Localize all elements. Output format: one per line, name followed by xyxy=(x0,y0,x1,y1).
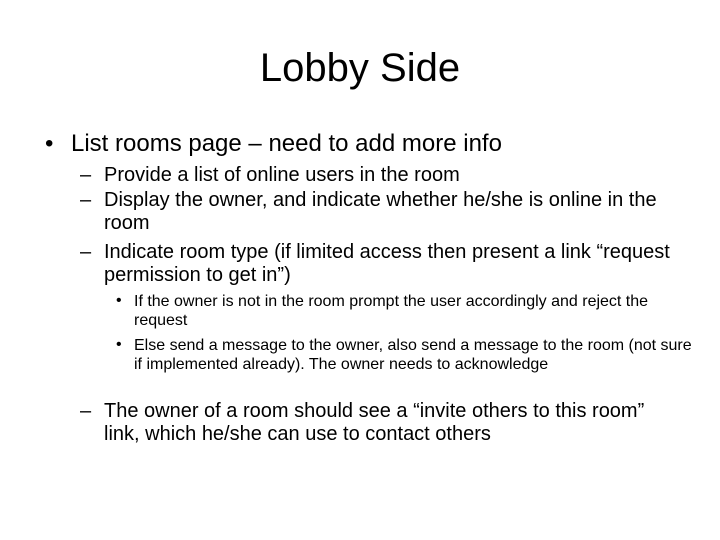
sub-bullet-text: Provide a list of online users in the room xyxy=(104,164,460,186)
slide-title: Lobby Side xyxy=(259,46,461,90)
dash-marker: – xyxy=(80,189,92,211)
sub-bullet-text: Display the owner, and indicate whether he/she is online in the room xyxy=(104,189,657,234)
dash-marker: – xyxy=(80,400,92,422)
sub-sub-bullet-text: If the owner is not in the room prompt the user accordingly and reject the request xyxy=(134,293,649,329)
dash-marker: – xyxy=(80,164,92,186)
sub-sub-bullet-text: Else send a message to the owner, also send a message to the room (not sure if implemented already). The owner needs to acknowledge xyxy=(134,337,692,373)
sub-bullet-text: Indicate room type (if limited access then present a link “request permission to get in”) xyxy=(104,241,670,286)
bullet-marker: • xyxy=(45,130,54,157)
bullet-marker: • xyxy=(116,292,122,309)
bullet-text: List rooms page – need to add more info xyxy=(71,130,502,157)
bullet-marker: • xyxy=(116,336,122,353)
dash-marker: – xyxy=(80,241,92,263)
sub-bullet-text: The owner of a room should see a “invite others to this room” link, which he/she can use to contact others xyxy=(104,400,645,445)
